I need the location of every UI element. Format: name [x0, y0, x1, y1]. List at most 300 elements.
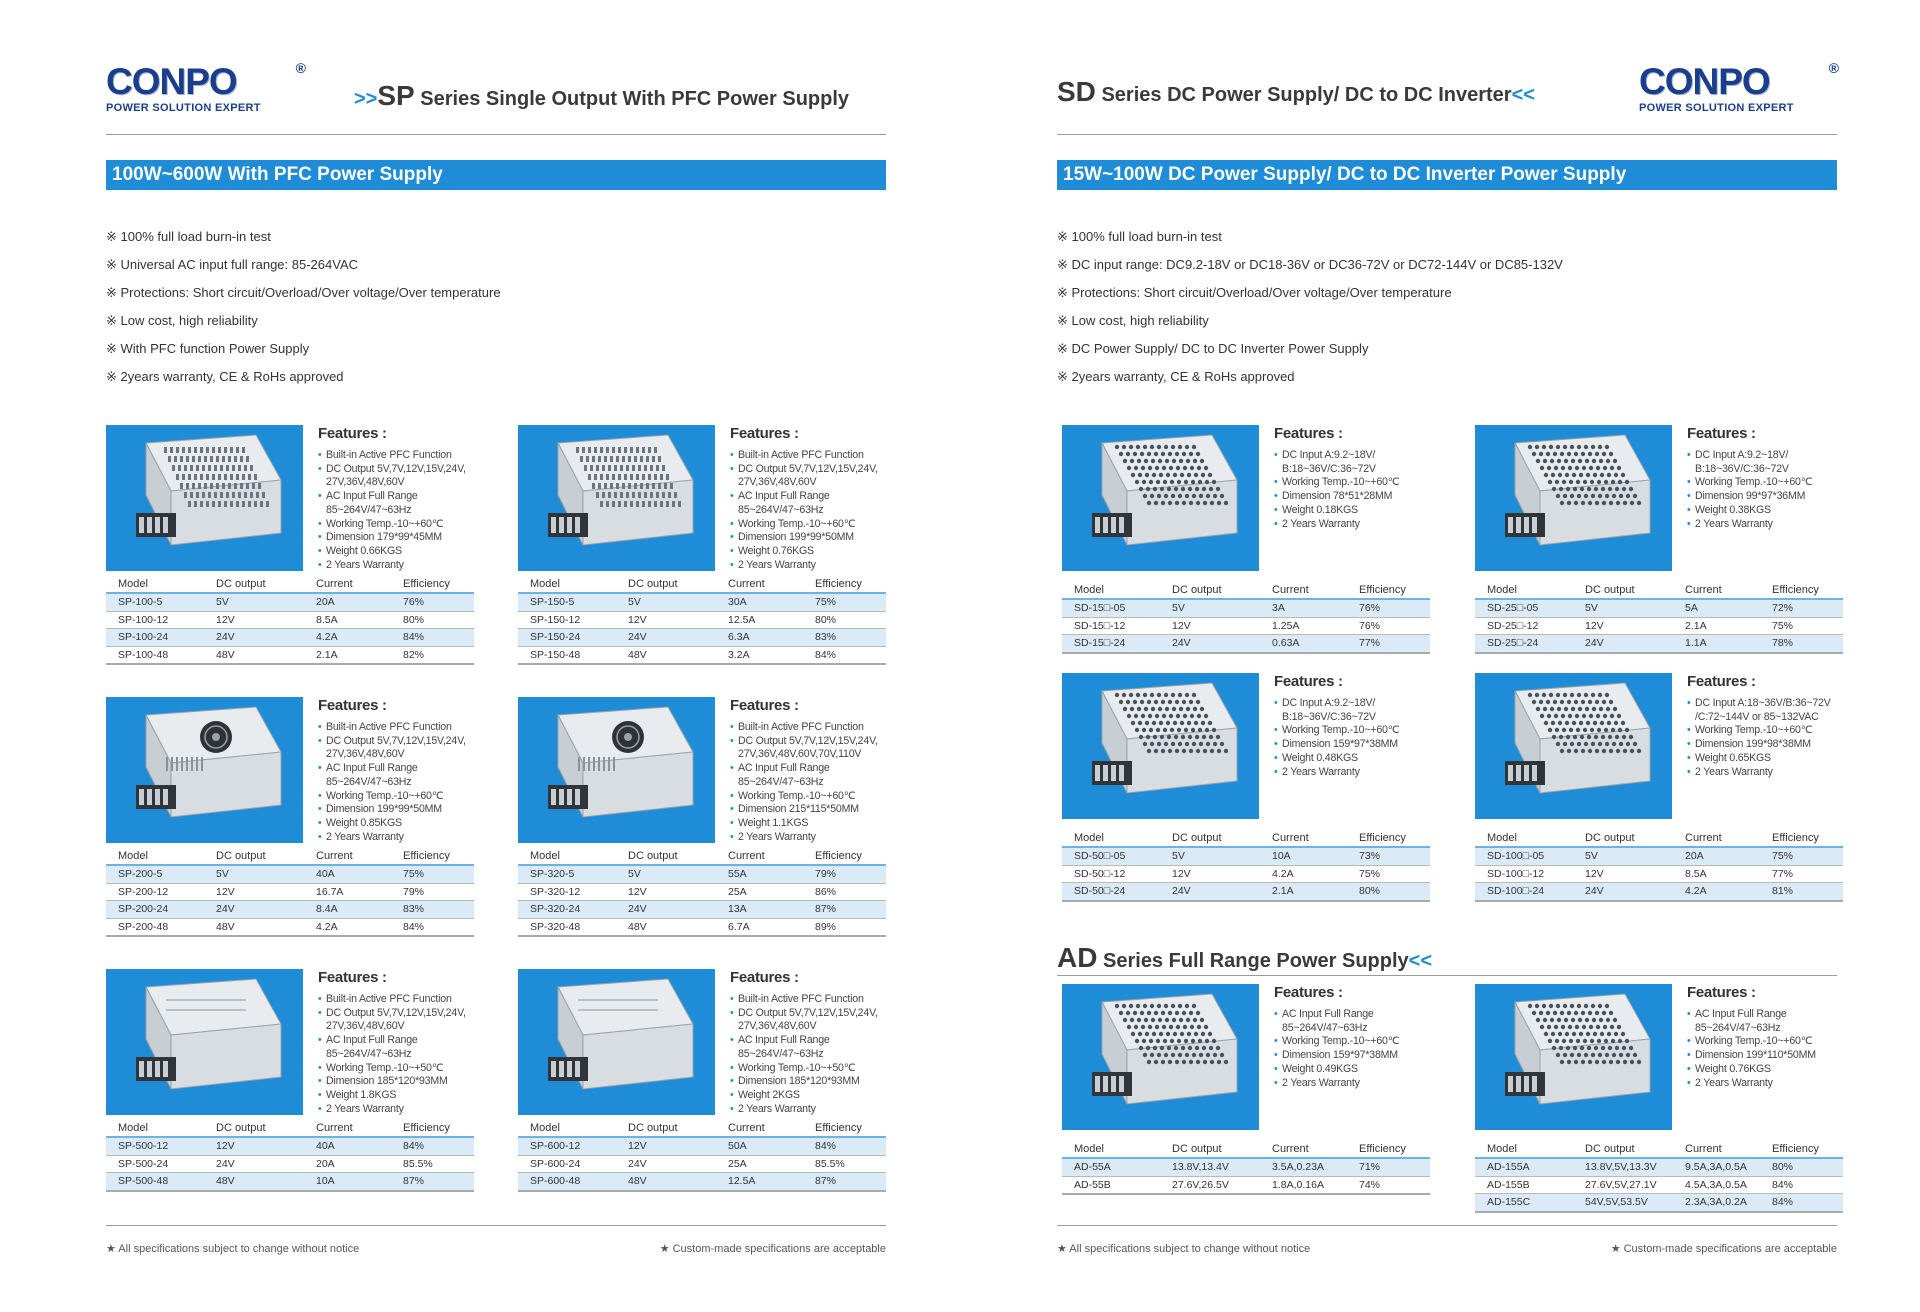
header-divider	[106, 134, 886, 135]
features-title: Features :	[1274, 425, 1343, 442]
features-list	[730, 721, 890, 844]
features-block	[1687, 984, 1847, 1090]
feature-item: • Working Temp.-10~+60℃	[1687, 476, 1847, 490]
right-page	[1057, 0, 1897, 1312]
key-point: ※ DC Power Supply/ DC to DC Inverter Power Supply	[1057, 341, 1369, 356]
table-row	[518, 1155, 886, 1173]
feature-item: • 2 Years Warranty	[730, 559, 890, 573]
feature-item: • AC Input Full Range 85~264V/47~63Hz	[318, 490, 478, 517]
column-header: Model	[106, 1119, 204, 1137]
feature-item: • AC Input Full Range 85~264V/47~63Hz	[730, 762, 890, 789]
features-list	[1274, 697, 1434, 779]
features-list	[1687, 449, 1847, 531]
table-cell: 80%	[391, 611, 474, 629]
column-header: Efficiency	[391, 847, 474, 865]
column-header: Efficiency	[803, 847, 886, 865]
page-title	[1057, 76, 1535, 108]
features-list	[1274, 1008, 1434, 1090]
table-row	[106, 1173, 474, 1191]
feature-item: • Dimension 159*97*38MM	[1274, 738, 1434, 752]
column-header: Efficiency	[1347, 581, 1430, 599]
column-header: Current	[1260, 581, 1347, 599]
table-cell: 84%	[803, 646, 886, 664]
column-header: Model	[518, 847, 616, 865]
product-card	[106, 425, 474, 687]
table-cell: 80%	[803, 611, 886, 629]
column-header: DC output	[1573, 581, 1673, 599]
column-header: DC output	[616, 1119, 716, 1137]
table-cell: 5V	[616, 865, 716, 883]
column-header: Current	[1673, 829, 1760, 847]
product-card	[1475, 673, 1843, 935]
ad-series-text: Series Full Range Power Supply	[1097, 950, 1409, 972]
table-cell: 24V	[616, 901, 716, 919]
table-cell: 3.5A,0.23A	[1260, 1158, 1347, 1176]
table-cell: 6.7A	[716, 918, 803, 936]
features-title: Features :	[730, 697, 799, 714]
product-photo	[518, 697, 715, 843]
brand-logo	[1639, 62, 1839, 120]
table-cell: 12V	[1573, 865, 1673, 883]
product-photo	[106, 425, 303, 571]
table-row	[1062, 1176, 1430, 1194]
table-row	[1062, 883, 1430, 901]
table-cell: SD-50□-12	[1062, 865, 1160, 883]
column-header: DC output	[1573, 1140, 1673, 1158]
table-cell: 24V	[1573, 635, 1673, 653]
feature-item: • Weight 0.76KGS	[1687, 1063, 1847, 1077]
column-header: Current	[1673, 581, 1760, 599]
table-cell: AD-155C	[1475, 1194, 1573, 1212]
table-cell: 87%	[803, 1173, 886, 1191]
table-cell: 40A	[304, 865, 391, 883]
table-cell: 84%	[391, 1137, 474, 1155]
column-header: Efficiency	[803, 1119, 886, 1137]
table-cell: 20A	[304, 1155, 391, 1173]
table-cell: 81%	[1760, 883, 1843, 901]
footer-divider	[106, 1225, 886, 1226]
table-cell: 4.5A,3A,0.5A	[1673, 1176, 1760, 1194]
column-header: Efficiency	[391, 1119, 474, 1137]
product-photo	[1062, 984, 1259, 1130]
feature-item: • Weight 0.18KGS	[1274, 504, 1434, 518]
table-row	[106, 646, 474, 664]
features-block	[730, 697, 890, 844]
table-row	[518, 629, 886, 647]
feature-item: • DC Output 5V,7V,12V,15V,24V, 27V,36V,48V,60V	[318, 735, 478, 762]
table-cell: 75%	[1760, 617, 1843, 635]
features-block	[1274, 673, 1434, 779]
feature-item: • 2 Years Warranty	[1274, 1077, 1434, 1091]
product-photo	[1475, 425, 1672, 571]
ad-series-code: AD	[1057, 942, 1098, 973]
footer-note-right: ★ Custom-made specifications are acceptable	[659, 1243, 886, 1255]
feature-item: • Working Temp.-10~+60℃	[318, 790, 478, 804]
table-row	[1475, 847, 1843, 865]
table-cell: SP-320-48	[518, 918, 616, 936]
table-cell: 5V	[204, 865, 304, 883]
table-cell: 3A	[1260, 599, 1347, 617]
table-row	[518, 865, 886, 883]
table-cell: 16.7A	[304, 883, 391, 901]
table-cell: 2.3A,3A,0.2A	[1673, 1194, 1760, 1212]
table-row	[518, 646, 886, 664]
left-page	[106, 0, 946, 1312]
spec-table-header	[518, 1119, 886, 1137]
table-cell: 76%	[1347, 599, 1430, 617]
spec-table	[518, 847, 886, 937]
features-title: Features :	[730, 425, 799, 442]
features-title: Features :	[318, 425, 387, 442]
column-header: DC output	[1573, 829, 1673, 847]
spec-table-header	[518, 575, 886, 593]
table-cell: SP-200-24	[106, 901, 204, 919]
feature-item: • Dimension 78*51*28MM	[1274, 490, 1434, 504]
feature-item: • Working Temp.-10~+60℃	[1274, 724, 1434, 738]
table-cell: SP-100-24	[106, 629, 204, 647]
table-cell: 4.2A	[1260, 865, 1347, 883]
product-photo	[1475, 673, 1672, 819]
table-cell: SP-200-48	[106, 918, 204, 936]
table-cell: 8.5A	[1673, 865, 1760, 883]
spec-table	[1062, 581, 1430, 654]
table-cell: SP-600-12	[518, 1137, 616, 1155]
table-cell: 2.1A	[304, 646, 391, 664]
column-header: Efficiency	[1760, 829, 1843, 847]
feature-item: • 2 Years Warranty	[1687, 1077, 1847, 1091]
feature-item: • 2 Years Warranty	[1687, 518, 1847, 532]
table-cell: SD-100□-24	[1475, 883, 1573, 901]
table-cell: AD-55A	[1062, 1158, 1160, 1176]
column-header: Model	[1062, 1140, 1160, 1158]
table-row	[518, 1137, 886, 1155]
features-list	[730, 449, 890, 572]
table-cell: 5A	[1673, 599, 1760, 617]
column-header: Efficiency	[803, 575, 886, 593]
table-cell: SP-200-5	[106, 865, 204, 883]
feature-item: • Built-in Active PFC Function	[730, 449, 890, 463]
column-header: DC output	[1160, 581, 1260, 599]
table-cell: 4.2A	[1673, 883, 1760, 901]
column-header: Model	[1062, 829, 1160, 847]
features-title: Features :	[318, 969, 387, 986]
table-cell: 1.8A,0.16A	[1260, 1176, 1347, 1194]
table-cell: 80%	[1760, 1158, 1843, 1176]
table-cell: 27.6V,5V,27.1V	[1573, 1176, 1673, 1194]
table-cell: 10A	[304, 1173, 391, 1191]
table-row	[106, 1137, 474, 1155]
features-block	[318, 425, 478, 572]
table-cell: 24V	[616, 629, 716, 647]
table-row	[1475, 883, 1843, 901]
table-row	[106, 629, 474, 647]
features-list	[1687, 1008, 1847, 1090]
table-cell: 48V	[204, 1173, 304, 1191]
column-header: DC output	[204, 1119, 304, 1137]
feature-item: • Dimension 199*99*50MM	[318, 803, 478, 817]
product-photo	[106, 697, 303, 843]
product-card	[1062, 425, 1430, 687]
table-cell: SP-600-24	[518, 1155, 616, 1173]
table-cell: 12V	[616, 611, 716, 629]
product-card	[1062, 673, 1430, 935]
feature-item: • Dimension 185*120*93MM	[730, 1075, 890, 1089]
table-row	[518, 918, 886, 936]
spec-table	[1475, 1140, 1843, 1213]
product-card	[1475, 984, 1843, 1246]
features-block	[318, 697, 478, 844]
table-row	[1475, 1176, 1843, 1194]
table-cell: SD-50□-24	[1062, 883, 1160, 901]
features-list	[318, 993, 478, 1116]
table-cell: 5V	[1573, 599, 1673, 617]
logo-wordmark: CONPO	[1639, 61, 1770, 102]
product-photo	[1475, 984, 1672, 1130]
brand-logo	[106, 62, 306, 120]
table-row	[1062, 599, 1430, 617]
table-cell: 84%	[391, 918, 474, 936]
features-block	[730, 425, 890, 572]
feature-item: • DC Output 5V,7V,12V,15V,24V, 27V,36V,48V,60V	[730, 463, 890, 490]
table-cell: 24V	[1573, 883, 1673, 901]
table-cell: 85.5%	[391, 1155, 474, 1173]
title-arrows: <<	[1511, 84, 1535, 106]
features-block	[318, 969, 478, 1116]
feature-item: • DC Output 5V,7V,12V,15V,24V, 27V,36V,48V,60V,70V,110V	[730, 735, 890, 762]
feature-item: • Working Temp.-10~+60℃	[730, 790, 890, 804]
product-card	[106, 697, 474, 959]
column-header: Current	[304, 1119, 391, 1137]
column-header: Current	[304, 575, 391, 593]
table-cell: SP-320-12	[518, 883, 616, 901]
key-point: ※ Protections: Short circuit/Overload/Over voltage/Over temperature	[106, 285, 501, 300]
feature-item: • 2 Years Warranty	[318, 559, 478, 573]
feature-item: • Working Temp.-10~+60℃	[730, 518, 890, 532]
features-list	[318, 721, 478, 844]
table-cell: 80%	[1347, 883, 1430, 901]
table-cell: 13.8V,5V,13.3V	[1573, 1158, 1673, 1176]
features-block	[1274, 425, 1434, 531]
right-header	[1057, 62, 1837, 122]
table-row	[1062, 847, 1430, 865]
table-cell: 25A	[716, 1155, 803, 1173]
feature-item: • Working Temp.-10~+60℃	[1274, 476, 1434, 490]
table-cell: SP-150-48	[518, 646, 616, 664]
features-block	[1274, 984, 1434, 1090]
table-cell: SP-150-24	[518, 629, 616, 647]
column-header: DC output	[204, 575, 304, 593]
key-point: ※ 2years warranty, CE & RoHs approved	[106, 369, 344, 384]
table-cell: 84%	[1760, 1176, 1843, 1194]
feature-item: • Weight 0.76KGS	[730, 545, 890, 559]
table-row	[106, 1155, 474, 1173]
logo-tagline: POWER SOLUTION EXPERT	[1639, 102, 1794, 114]
product-card	[518, 425, 886, 687]
feature-item: • Built-in Active PFC Function	[318, 721, 478, 735]
feature-item: • 2 Years Warranty	[730, 1103, 890, 1117]
table-cell: SD-25□-05	[1475, 599, 1573, 617]
table-cell: SP-100-5	[106, 593, 204, 611]
features-title: Features :	[1687, 984, 1756, 1001]
features-title: Features :	[1687, 673, 1756, 690]
column-header: Model	[518, 1119, 616, 1137]
table-cell: 85.5%	[803, 1155, 886, 1173]
table-row	[106, 901, 474, 919]
table-row	[1475, 599, 1843, 617]
table-cell: 4.2A	[304, 629, 391, 647]
table-cell: SD-50□-05	[1062, 847, 1160, 865]
features-list	[730, 993, 890, 1116]
table-cell: 12.5A	[716, 1173, 803, 1191]
table-cell: 73%	[1347, 847, 1430, 865]
table-cell: 13A	[716, 901, 803, 919]
table-cell: SP-320-5	[518, 865, 616, 883]
feature-item: • Dimension 215*115*50MM	[730, 803, 890, 817]
product-photo	[1062, 425, 1259, 571]
feature-item: • Dimension 199*110*50MM	[1687, 1049, 1847, 1063]
footer-note-left: ★ All specifications subject to change without notice	[1057, 1243, 1311, 1255]
table-cell: 48V	[204, 918, 304, 936]
section-band: 100W~600W With PFC Power Supply	[106, 160, 886, 190]
feature-item: • AC Input Full Range 85~264V/47~63Hz	[318, 762, 478, 789]
feature-item: • Weight 0.38KGS	[1687, 504, 1847, 518]
table-cell: 86%	[803, 883, 886, 901]
table-cell: 5V	[616, 593, 716, 611]
key-points-list	[106, 228, 886, 396]
feature-item: • DC Input A:18~36V/B:36~72V /C:72~144V or 85~132VAC	[1687, 697, 1847, 724]
spec-table-header	[1475, 829, 1843, 847]
feature-item: • DC Input A:9.2~18V/ B:18~36V/C:36~72V	[1274, 697, 1434, 724]
table-cell: 24V	[204, 629, 304, 647]
column-header: Efficiency	[1760, 581, 1843, 599]
key-point: ※ Low cost, high reliability	[106, 313, 258, 328]
table-row	[106, 865, 474, 883]
key-point: ※ With PFC function Power Supply	[106, 341, 310, 356]
feature-item: • Working Temp.-10~+50℃	[318, 1062, 478, 1076]
feature-item: • Built-in Active PFC Function	[730, 721, 890, 735]
spec-table-header	[1062, 581, 1430, 599]
table-cell: SP-600-48	[518, 1173, 616, 1191]
column-header: Model	[1475, 581, 1573, 599]
table-cell: AD-155B	[1475, 1176, 1573, 1194]
table-cell: 48V	[616, 918, 716, 936]
table-cell: 27.6V,26.5V	[1160, 1176, 1260, 1194]
table-cell: 1.1A	[1673, 635, 1760, 653]
features-title: Features :	[1274, 673, 1343, 690]
title-text: Series DC Power Supply/ DC to DC Inverter	[1095, 84, 1512, 106]
product-card	[106, 969, 474, 1231]
table-cell: 24V	[1160, 883, 1260, 901]
title-text: Series Single Output With PFC Power Supply	[414, 88, 850, 110]
table-cell: 79%	[803, 865, 886, 883]
spec-table-header	[1475, 581, 1843, 599]
spec-table	[518, 575, 886, 665]
table-cell: 75%	[391, 865, 474, 883]
table-row	[518, 1173, 886, 1191]
table-cell: 54V,5V,53.5V	[1573, 1194, 1673, 1212]
table-row	[1062, 617, 1430, 635]
table-cell: 48V	[616, 1173, 716, 1191]
table-cell: AD-55B	[1062, 1176, 1160, 1194]
logo-registered-mark: ®	[295, 60, 306, 76]
features-title: Features :	[1687, 425, 1756, 442]
table-cell: 3.2A	[716, 646, 803, 664]
feature-item: • Weight 0.85KGS	[318, 817, 478, 831]
key-point: ※ 100% full load burn-in test	[1057, 229, 1222, 244]
table-cell: 24V	[204, 901, 304, 919]
column-header: Current	[1673, 1140, 1760, 1158]
column-header: Current	[716, 575, 803, 593]
column-header: Model	[1475, 1140, 1573, 1158]
title-series-code: SP	[377, 80, 415, 111]
table-cell: 5V	[204, 593, 304, 611]
product-photo	[1062, 673, 1259, 819]
product-card	[1475, 425, 1843, 687]
feature-item: • Built-in Active PFC Function	[730, 993, 890, 1007]
column-header: Efficiency	[1760, 1140, 1843, 1158]
feature-item: • AC Input Full Range 85~264V/47~63Hz	[730, 490, 890, 517]
product-photo	[106, 969, 303, 1115]
table-cell: 0.63A	[1260, 635, 1347, 653]
feature-item: • Working Temp.-10~+50℃	[730, 1062, 890, 1076]
table-cell: 1.25A	[1260, 617, 1347, 635]
product-photo	[518, 425, 715, 571]
table-cell: 76%	[391, 593, 474, 611]
key-point: ※ DC input range: DC9.2-18V or DC18-36V or DC36-72V or DC72-144V or DC85-132V	[1057, 257, 1563, 272]
table-row	[518, 611, 886, 629]
table-row	[106, 883, 474, 901]
column-header: DC output	[204, 847, 304, 865]
table-cell: 6.3A	[716, 629, 803, 647]
table-row	[1475, 865, 1843, 883]
feature-item: • AC Input Full Range 85~264V/47~63Hz	[1274, 1008, 1434, 1035]
table-cell: 4.2A	[304, 918, 391, 936]
feature-item: • DC Output 5V,7V,12V,15V,24V, 27V,36V,48V,60V	[730, 1007, 890, 1034]
column-header: DC output	[616, 847, 716, 865]
table-cell: 71%	[1347, 1158, 1430, 1176]
table-cell: SD-15□-24	[1062, 635, 1160, 653]
spec-table	[1475, 829, 1843, 902]
table-cell: AD-155A	[1475, 1158, 1573, 1176]
feature-item: • DC Output 5V,7V,12V,15V,24V, 27V,36V,48V,60V	[318, 463, 478, 490]
table-cell: SP-150-12	[518, 611, 616, 629]
feature-item: • AC Input Full Range 85~264V/47~63Hz	[1687, 1008, 1847, 1035]
logo-tagline: POWER SOLUTION EXPERT	[106, 102, 261, 114]
product-card	[1062, 984, 1430, 1246]
table-cell: 55A	[716, 865, 803, 883]
column-header: Current	[1260, 829, 1347, 847]
table-row	[1475, 635, 1843, 653]
key-point: ※ Low cost, high reliability	[1057, 313, 1209, 328]
column-header: DC output	[1160, 1140, 1260, 1158]
table-cell: 30A	[716, 593, 803, 611]
table-cell: SD-25□-12	[1475, 617, 1573, 635]
spec-table	[1062, 829, 1430, 902]
table-cell: SP-150-5	[518, 593, 616, 611]
table-cell: 8.4A	[304, 901, 391, 919]
table-row	[518, 883, 886, 901]
table-cell: 48V	[616, 646, 716, 664]
feature-item: • Weight 0.65KGS	[1687, 752, 1847, 766]
table-cell: 12V	[616, 883, 716, 901]
spec-table	[1475, 581, 1843, 654]
spec-table-header	[106, 847, 474, 865]
feature-item: • Dimension 185*120*93MM	[318, 1075, 478, 1089]
table-cell: SD-15□-12	[1062, 617, 1160, 635]
table-cell: 5V	[1160, 599, 1260, 617]
features-title: Features :	[318, 697, 387, 714]
feature-item: • DC Input A:9.2~18V/ B:18~36V/C:36~72V	[1274, 449, 1434, 476]
